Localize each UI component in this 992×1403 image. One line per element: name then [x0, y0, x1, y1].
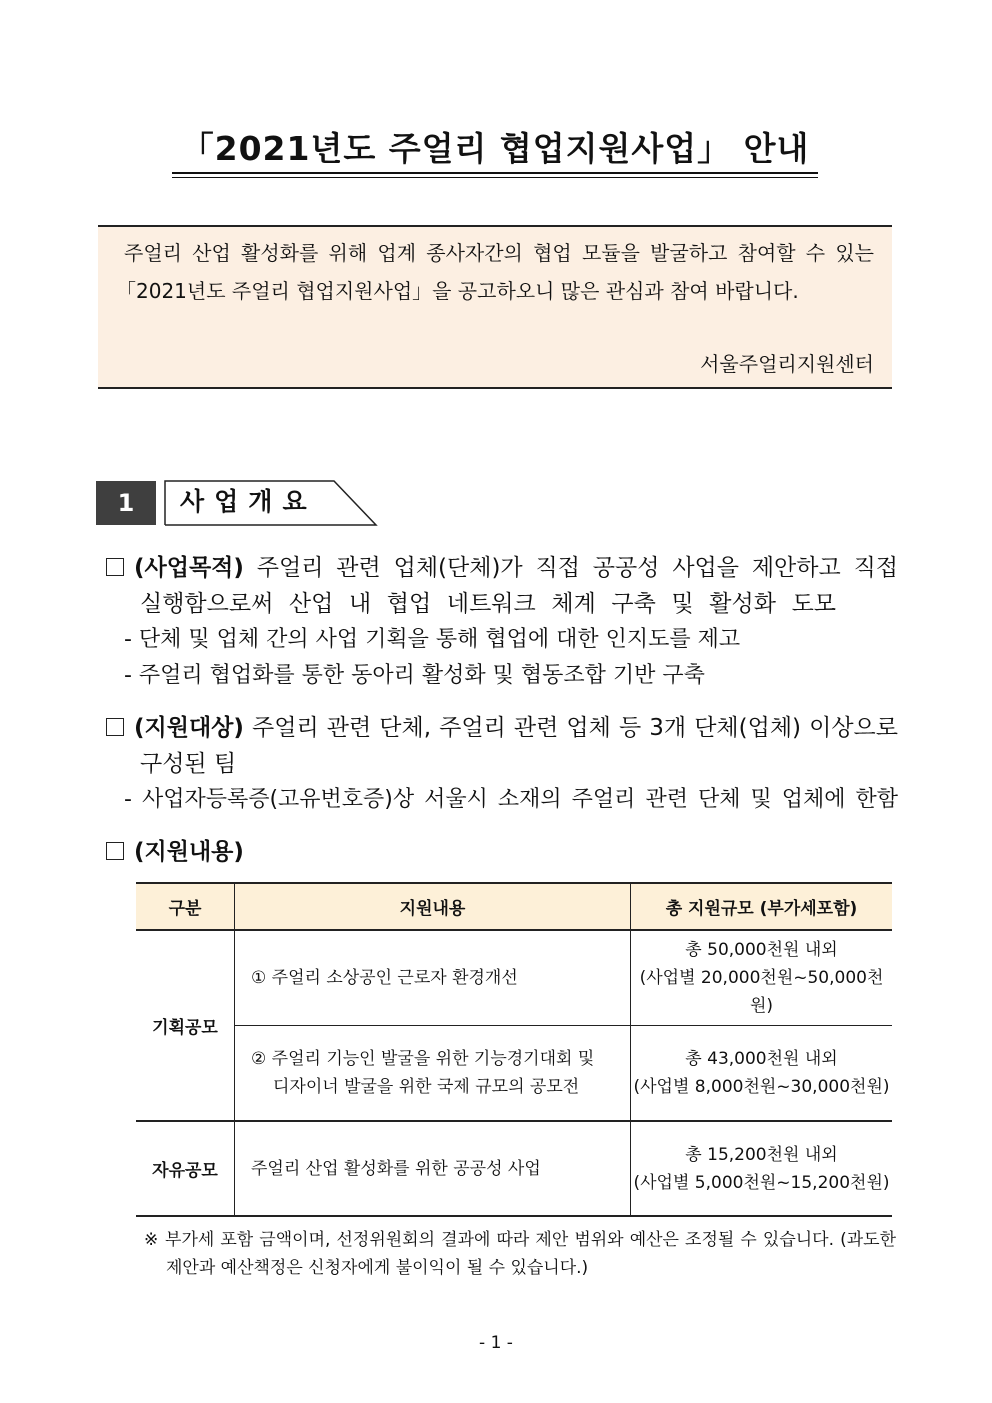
row1-size-range: (사업별 20,000천원~50,000천원)	[639, 968, 884, 1016]
title-underline	[172, 172, 818, 174]
checkbox-square-icon	[106, 842, 124, 860]
section-heading-tab	[164, 480, 378, 526]
page-number: - 1 -	[479, 1333, 513, 1353]
row3-size-range: (사업별 5,000천원~15,200천원)	[633, 1172, 890, 1193]
target-dash-1: - 사업자등록증(고유번호증)상 서울시 소재의 주얼리 관련 단체 및 업체에 한함	[124, 787, 898, 812]
notice-box	[98, 225, 892, 389]
target-paragraph	[106, 710, 898, 746]
row2-size	[631, 1026, 893, 1122]
row3-size	[631, 1121, 893, 1216]
header-category: 구분	[136, 883, 235, 930]
footnote	[144, 1226, 896, 1282]
row2-content	[235, 1026, 631, 1122]
target-text-1: 주얼리 관련 단체, 주얼리 관련 업체 등 3개 단체(업체) 이상으로	[252, 715, 898, 741]
purpose-text-2: 실행함으로써 산업 내 협업 네트워크 체계 구축 및 활성화 도모	[140, 591, 836, 617]
notice-body	[116, 234, 874, 310]
table-row	[136, 1026, 892, 1122]
content-tag: (지원내용)	[134, 839, 244, 865]
purpose-dash-2: - 주얼리 협업화를 통한 동아리 활성화 및 협동조합 기반 구축	[124, 663, 705, 688]
notice-text: 주얼리 산업 활성화를 위해 업계 종사자간의 협업 모듈을 발굴하고 참여할 수 있는「2021년도 주얼리 협업지원사업」을 공고하오니 많은 관심과 참여 바랍니다.	[116, 241, 874, 303]
header-size: 총 지원규모 (부가세포함)	[631, 883, 893, 930]
purpose-text-1: 주얼리 관련 업체(단체)가 직접 공공성 사업을 제안하고 직접	[256, 555, 899, 581]
group-free: 자유공모	[136, 1121, 235, 1216]
row1-size	[631, 930, 893, 1026]
notice-signature: 서울주얼리지원센터	[700, 352, 874, 376]
row3-size-total: 총 15,200천원 내외	[685, 1144, 838, 1165]
section-number: 1	[96, 481, 156, 525]
row2-size-total: 총 43,000천원 내외	[685, 1049, 838, 1069]
page-title-block	[172, 124, 818, 174]
header-content: 지원내용	[235, 883, 631, 930]
support-table	[136, 882, 892, 1217]
table-row	[136, 930, 892, 1026]
row1-content: ① 주얼리 소상공인 근로자 환경개선	[235, 930, 631, 1026]
purpose-dash-1: - 단체 및 업체 간의 사업 기획을 통해 협업에 대한 인지도를 제고	[124, 627, 741, 652]
section-title: 사업개요	[180, 487, 317, 516]
footnote-line-1: ※ 부가세 포함 금액이며, 선정위원회의 결과에 따라 제안 범위와 예산은 조정될 수 있습니다. (과도한	[144, 1230, 896, 1250]
target-tag: (지원대상)	[134, 715, 244, 741]
checkbox-square-icon	[106, 718, 124, 736]
content-paragraph	[106, 834, 898, 870]
row1-size-total: 총 50,000천원 내외	[685, 940, 838, 960]
purpose-paragraph	[106, 550, 898, 586]
checkbox-square-icon	[106, 558, 124, 576]
row2-size-range: (사업별 8,000천원~30,000천원)	[633, 1077, 890, 1097]
footnote-line-2: 제안과 예산책정은 신청자에게 불이익이 될 수 있습니다.)	[166, 1258, 589, 1278]
target-text-2: 구성된 팀	[140, 751, 237, 777]
row2-content-1: ② 주얼리 기능인 발굴을 위한 기능경기대회 및	[251, 1049, 595, 1069]
title-underline-thin	[172, 177, 818, 178]
page-title: 「2021년도 주얼리 협업지원사업」 안내	[180, 129, 810, 168]
table-header-row	[136, 883, 892, 930]
table-row	[136, 1121, 892, 1216]
purpose-paragraph-cont	[140, 586, 898, 622]
purpose-tag: (사업목적)	[134, 555, 244, 581]
group-planning: 기획공모	[136, 930, 235, 1121]
row2-content-2: 디자이너 발굴을 위한 국제 규모의 공모전	[273, 1077, 580, 1097]
row3-content: 주얼리 산업 활성화를 위한 공공성 사업	[235, 1121, 631, 1216]
